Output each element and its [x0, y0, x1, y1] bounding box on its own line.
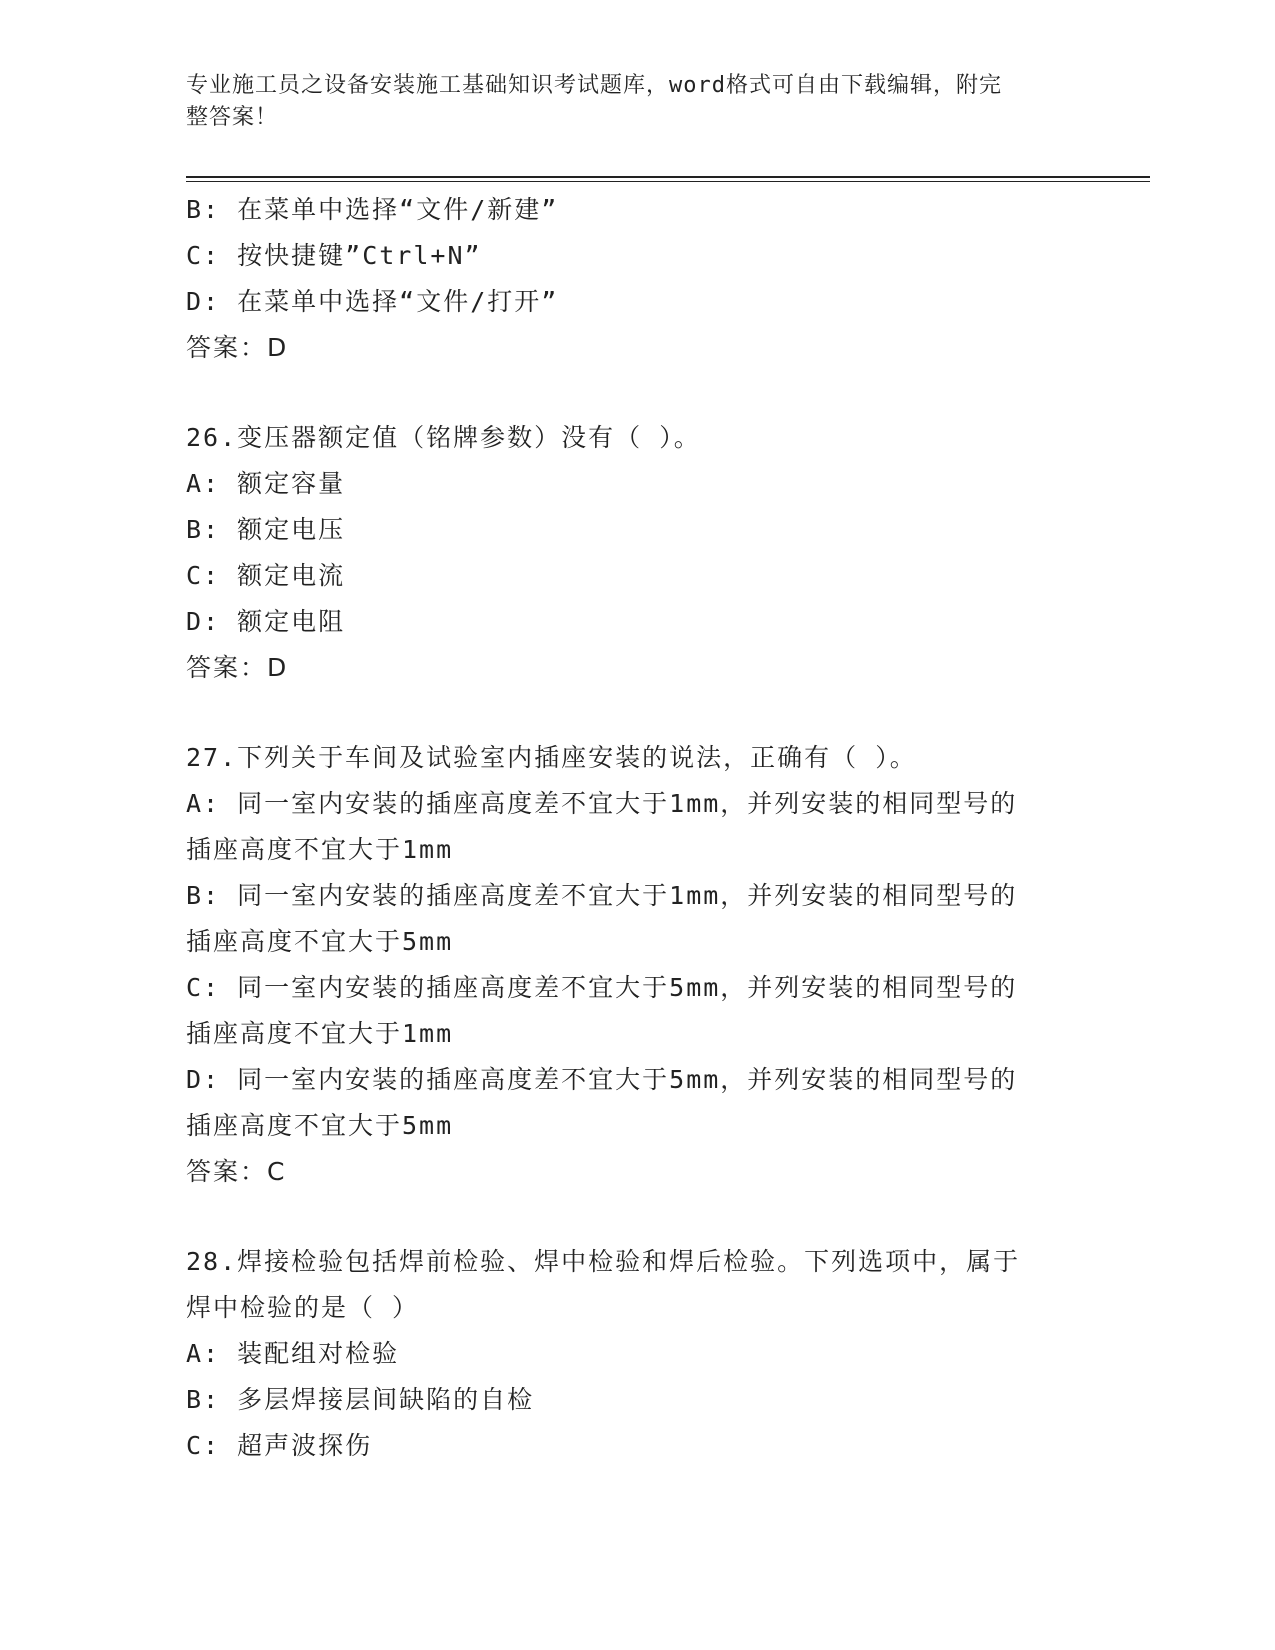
header-divider-thick	[186, 176, 1150, 178]
header-divider-thin	[186, 181, 1150, 182]
header-line-2: 整答案！	[186, 105, 279, 130]
question-text: 27.下列关于车间及试验室内插座安装的说法，正确有（ ）。	[186, 743, 917, 772]
question-text-line-2: 焊中检验的是（ ）	[186, 1293, 420, 1322]
option-a: A: 装配组对检验	[186, 1339, 400, 1368]
option-b-line-1: B: 同一室内安装的插座高度差不宜大于1mm，并列安装的相同型号的	[186, 881, 1018, 910]
question-27	[186, 735, 1086, 1195]
option-b: B: 在菜单中选择“文件/新建”	[186, 195, 559, 224]
answer: 答案：C	[186, 1157, 287, 1186]
option-c: C: 超声波探伤	[186, 1431, 373, 1460]
answer: 答案：D	[186, 653, 289, 682]
option-a: A: 额定容量	[186, 469, 346, 498]
option-a-line-2: 插座高度不宜大于1mm	[186, 835, 454, 864]
option-a-line-1: A: 同一室内安装的插座高度差不宜大于1mm，并列安装的相同型号的	[186, 789, 1018, 818]
answer: 答案：D	[186, 333, 289, 362]
question-25	[186, 187, 1086, 371]
document-body	[186, 187, 1086, 1469]
question-28	[186, 1239, 1086, 1469]
question-text-line-1: 28.焊接检验包括焊前检验、焊中检验和焊后检验。下列选项中，属于	[186, 1247, 1021, 1276]
option-d: D: 在菜单中选择“文件/打开”	[186, 287, 559, 316]
option-c: C: 按快捷键”Ctrl+N”	[186, 241, 482, 270]
question-text: 26.变压器额定值（铭牌参数）没有（ ）。	[186, 423, 701, 452]
option-d: D: 额定电阻	[186, 607, 346, 636]
question-26	[186, 415, 1086, 691]
document-header	[186, 70, 1066, 134]
option-b: B: 额定电压	[186, 515, 346, 544]
option-c-line-2: 插座高度不宜大于1mm	[186, 1019, 454, 1048]
option-b-line-2: 插座高度不宜大于5mm	[186, 927, 454, 956]
option-c-line-1: C: 同一室内安装的插座高度差不宜大于5mm，并列安装的相同型号的	[186, 973, 1018, 1002]
option-b: B: 多层焊接层间缺陷的自检	[186, 1385, 535, 1414]
option-d-line-1: D: 同一室内安装的插座高度差不宜大于5mm，并列安装的相同型号的	[186, 1065, 1018, 1094]
option-d-line-2: 插座高度不宜大于5mm	[186, 1111, 454, 1140]
header-line-1: 专业施工员之设备安装施工基础知识考试题库，word格式可自由下载编辑，附完	[186, 73, 1002, 98]
option-c: C: 额定电流	[186, 561, 346, 590]
